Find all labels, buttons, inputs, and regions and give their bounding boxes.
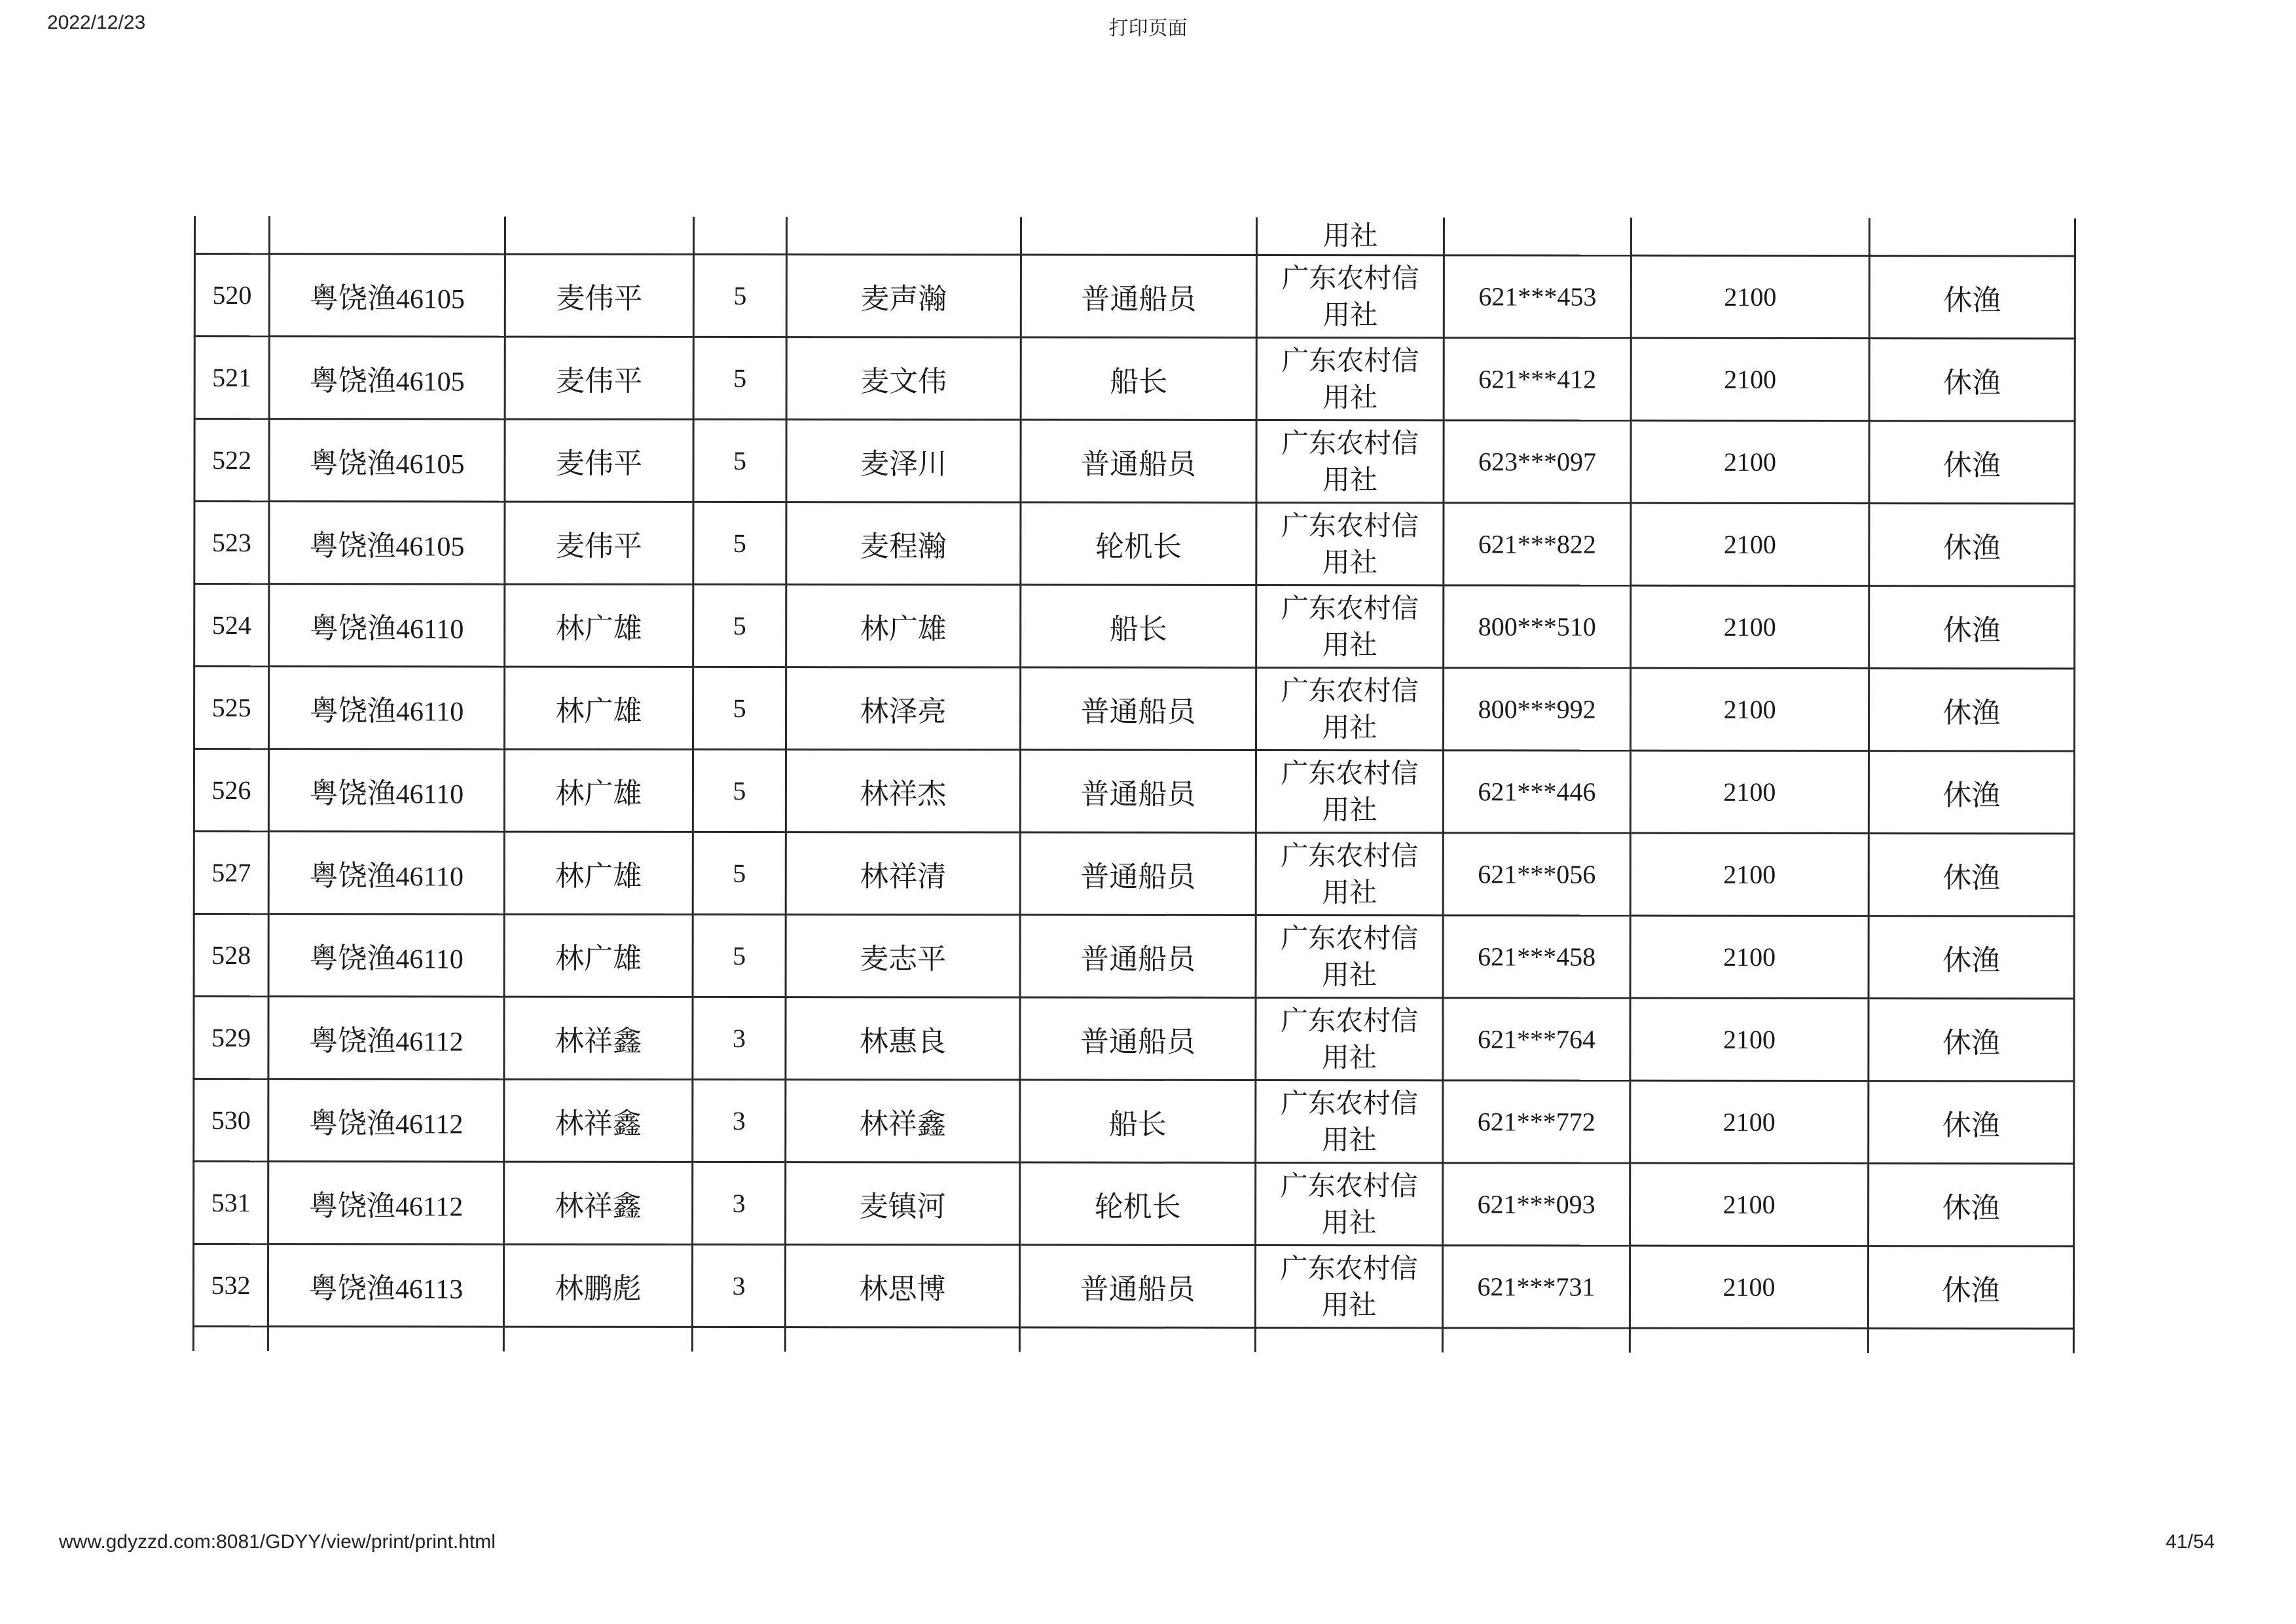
table-row bbox=[194, 337, 2075, 422]
cell-empty bbox=[1019, 1327, 1255, 1352]
cell-crew-role: 普通船员 bbox=[1021, 667, 1256, 750]
bank-line-2: 用社 bbox=[1322, 380, 1378, 413]
cell-account: 621***412 bbox=[1444, 338, 1631, 420]
cell-owner-name: 麦伟平 bbox=[505, 254, 693, 337]
cell-subsidy-type: 休渔 bbox=[1869, 669, 2075, 751]
table-row bbox=[194, 502, 2075, 587]
boat-prefix: 粤饶渔 bbox=[309, 776, 396, 810]
cell-boat-number bbox=[269, 502, 505, 584]
cell-owner-name: 麦伟平 bbox=[505, 337, 693, 419]
cell-subsidy-type: 休渔 bbox=[1869, 504, 2075, 586]
cell-crew-role: 船长 bbox=[1021, 337, 1256, 420]
cell-subsidy-type: 休渔 bbox=[1869, 256, 2075, 339]
boat-prefix: 粤饶渔 bbox=[309, 1024, 396, 1058]
cell-subsidy-type: 休渔 bbox=[1868, 1164, 2074, 1246]
boat-prefix: 粤饶渔 bbox=[308, 1189, 395, 1223]
bank-line-1: 广东农村信 bbox=[1281, 921, 1419, 954]
cell-serial-no: 532 bbox=[193, 1244, 268, 1327]
cell-amount: 2100 bbox=[1631, 255, 1869, 338]
cell-bank-name bbox=[1256, 832, 1443, 915]
bank-line-2: 用社 bbox=[1321, 1288, 1377, 1321]
table-row-continued bbox=[194, 216, 2075, 256]
cell-subsidy-type: 休渔 bbox=[1868, 751, 2074, 834]
cell-crew-name: 林祥杰 bbox=[786, 750, 1020, 832]
cell-account: 621***446 bbox=[1443, 750, 1630, 833]
table-row bbox=[194, 584, 2075, 669]
cell-account: 800***992 bbox=[1444, 668, 1631, 750]
table-row bbox=[194, 419, 2075, 504]
table-row bbox=[194, 914, 2074, 999]
cell-subsidy-type: 休渔 bbox=[1869, 339, 2075, 421]
page-title: 打印页面 bbox=[1108, 18, 1188, 39]
cell-owner-name: 麦伟平 bbox=[505, 419, 693, 502]
cell-serial-no: 530 bbox=[194, 1079, 268, 1162]
bank-line-1: 广东农村信 bbox=[1280, 1251, 1418, 1284]
cell-crew-count: 5 bbox=[693, 502, 786, 584]
boat-digits: 46110 bbox=[395, 779, 464, 810]
cell-serial-no: 528 bbox=[194, 914, 268, 997]
cell-subsidy-type: 休渔 bbox=[1868, 916, 2074, 999]
cell-crew-count: 3 bbox=[693, 997, 786, 1079]
cell-empty bbox=[1255, 1327, 1442, 1352]
boat-digits: 46105 bbox=[395, 366, 465, 397]
cell-serial-no: 529 bbox=[194, 997, 268, 1079]
cell-empty bbox=[193, 1327, 268, 1352]
bank-line-2: 用社 bbox=[1321, 1206, 1377, 1238]
boat-digits: 46112 bbox=[395, 1191, 464, 1223]
cell-boat-number bbox=[269, 584, 505, 667]
cell-owner-name: 林广雄 bbox=[505, 584, 693, 667]
cell-crew-name: 麦镇河 bbox=[786, 1162, 1020, 1245]
bank-line-2: 用社 bbox=[1321, 1123, 1377, 1156]
cell-account: 621***772 bbox=[1443, 1080, 1630, 1163]
cell-crew-role: 普通船员 bbox=[1020, 915, 1256, 997]
cell-crew-role: 轮机长 bbox=[1020, 1162, 1256, 1245]
cell-owner-name: 林广雄 bbox=[504, 832, 693, 914]
boat-digits: 46105 bbox=[395, 449, 465, 480]
table-row bbox=[194, 1079, 2074, 1164]
cell-bank-name bbox=[1256, 585, 1444, 667]
cell-crew-count: 5 bbox=[693, 254, 786, 337]
cell-serial-no: 527 bbox=[194, 832, 268, 914]
cell-crew-role: 普通船员 bbox=[1020, 750, 1256, 832]
cell-crew-count: 3 bbox=[693, 1079, 786, 1162]
page-url: www.gdyzzd.com:8081/GDYY/view/print/print.html bbox=[59, 1531, 496, 1553]
cell-account: 621***458 bbox=[1443, 915, 1630, 998]
bank-line-2: 用社 bbox=[1321, 1041, 1377, 1073]
cell-crew-role: 船长 bbox=[1021, 585, 1256, 667]
cell-empty bbox=[503, 1327, 692, 1352]
boat-digits: 46112 bbox=[395, 1026, 464, 1058]
cell-serial-no: 524 bbox=[194, 584, 269, 667]
cell-boat-number bbox=[268, 749, 504, 832]
cell-bank-name bbox=[1256, 337, 1444, 420]
cell-account: 621***764 bbox=[1443, 998, 1630, 1080]
cell-serial-no: 523 bbox=[194, 502, 269, 584]
bank-line-1: 广东农村信 bbox=[1281, 674, 1419, 707]
boat-digits: 46105 bbox=[395, 531, 465, 563]
cell-amount: 2100 bbox=[1630, 833, 1868, 915]
cell-empty bbox=[785, 1327, 1019, 1352]
cell-crew-name: 麦程瀚 bbox=[786, 502, 1021, 585]
cell-empty bbox=[692, 1327, 785, 1352]
cell-subsidy-type: 休渔 bbox=[1868, 834, 2074, 916]
boat-prefix: 粤饶渔 bbox=[309, 446, 396, 480]
cell-bank-name bbox=[1256, 1080, 1443, 1162]
cell-owner-name: 麦伟平 bbox=[505, 502, 693, 584]
cell-crew-name: 林祥清 bbox=[786, 832, 1020, 915]
boat-digits: 46110 bbox=[395, 614, 464, 645]
cell-account: 621***093 bbox=[1443, 1163, 1630, 1246]
cell-crew-name: 林思博 bbox=[785, 1245, 1019, 1327]
cell-empty bbox=[1021, 217, 1256, 255]
table-row bbox=[194, 254, 2075, 339]
cell-boat-number bbox=[268, 997, 504, 1079]
cell-account: 621***056 bbox=[1443, 833, 1630, 915]
cell-account: 621***731 bbox=[1442, 1246, 1630, 1328]
cell-amount: 2100 bbox=[1631, 338, 1869, 420]
cell-amount: 2100 bbox=[1631, 503, 1869, 585]
cell-empty bbox=[505, 217, 693, 255]
cell-crew-name: 麦泽川 bbox=[786, 420, 1021, 502]
cell-amount: 2100 bbox=[1630, 915, 1868, 998]
boat-prefix: 粤饶渔 bbox=[309, 693, 396, 728]
bank-line-2: 用社 bbox=[1322, 298, 1378, 331]
table-body bbox=[193, 216, 2075, 1354]
boat-prefix: 粤饶渔 bbox=[309, 941, 396, 975]
cell-crew-name: 麦声瀚 bbox=[786, 255, 1021, 337]
cell-crew-name: 麦志平 bbox=[786, 915, 1020, 997]
cell-boat-number bbox=[268, 832, 504, 914]
cell-empty bbox=[194, 216, 269, 254]
cell-amount: 2100 bbox=[1630, 750, 1868, 833]
cell-empty bbox=[693, 217, 786, 255]
cell-empty bbox=[1868, 1329, 2073, 1354]
cell-account: 623***097 bbox=[1444, 420, 1631, 503]
cell-empty bbox=[1631, 218, 1869, 256]
cell-boat-number bbox=[269, 667, 505, 749]
cell-serial-no: 525 bbox=[194, 667, 269, 749]
cell-boat-number bbox=[268, 1079, 504, 1162]
cell-boat-number bbox=[269, 419, 505, 502]
cell-subsidy-type: 休渔 bbox=[1869, 586, 2075, 669]
cell-account: 621***453 bbox=[1444, 255, 1631, 338]
cell-bank-continued: 用社 bbox=[1256, 217, 1444, 255]
cell-account: 621***822 bbox=[1444, 503, 1631, 585]
subsidy-table bbox=[192, 216, 2076, 1354]
bank-line-1: 广东农村信 bbox=[1281, 591, 1419, 624]
cell-crew-role: 普通船员 bbox=[1020, 832, 1256, 915]
bank-line-2: 用社 bbox=[1322, 876, 1377, 908]
cell-empty bbox=[268, 1327, 503, 1352]
cell-crew-count: 5 bbox=[693, 337, 786, 419]
cell-bank-name bbox=[1256, 997, 1443, 1080]
print-date: 2022/12/23 bbox=[47, 12, 146, 33]
bank-line-2: 用社 bbox=[1322, 628, 1377, 661]
cell-serial-no: 531 bbox=[194, 1162, 268, 1244]
bank-line-1: 广东农村信 bbox=[1281, 509, 1419, 542]
cell-bank-name bbox=[1256, 915, 1443, 997]
cell-amount: 2100 bbox=[1631, 668, 1869, 750]
cell-bank-name bbox=[1256, 255, 1444, 337]
cell-owner-name: 林祥鑫 bbox=[504, 997, 693, 1079]
cell-bank-name bbox=[1255, 1245, 1442, 1327]
cell-subsidy-type: 休渔 bbox=[1868, 999, 2074, 1081]
cell-crew-count: 3 bbox=[693, 1162, 786, 1244]
cell-subsidy-type: 休渔 bbox=[1868, 1081, 2074, 1164]
cell-crew-count: 5 bbox=[693, 749, 786, 832]
bank-line-1: 广东农村信 bbox=[1280, 1004, 1419, 1037]
boat-prefix: 粤饶渔 bbox=[309, 528, 396, 563]
boat-prefix: 粤饶渔 bbox=[309, 858, 396, 893]
boat-prefix: 粤饶渔 bbox=[309, 363, 396, 397]
cell-boat-number bbox=[268, 914, 504, 997]
bank-line-2: 用社 bbox=[1322, 545, 1377, 578]
cell-crew-role: 普通船员 bbox=[1021, 255, 1256, 337]
cell-bank-name bbox=[1256, 1162, 1443, 1245]
page-number: 41/54 bbox=[2166, 1531, 2215, 1553]
boat-digits: 46105 bbox=[395, 284, 465, 315]
cell-crew-count: 5 bbox=[693, 667, 786, 749]
cell-crew-name: 林祥鑫 bbox=[786, 1080, 1020, 1162]
boat-prefix: 粤饶渔 bbox=[309, 1106, 396, 1140]
cell-empty bbox=[1630, 1328, 1868, 1353]
cell-crew-role: 普通船员 bbox=[1019, 1245, 1255, 1327]
cell-boat-number bbox=[269, 254, 505, 337]
cell-crew-role: 轮机长 bbox=[1021, 502, 1256, 585]
cell-crew-name: 林惠良 bbox=[786, 997, 1020, 1080]
cell-amount: 2100 bbox=[1630, 1080, 1868, 1163]
cell-owner-name: 林祥鑫 bbox=[504, 1079, 693, 1162]
bank-line-1: 广东农村信 bbox=[1281, 839, 1419, 872]
cell-crew-count: 5 bbox=[693, 914, 786, 997]
cell-crew-count: 5 bbox=[693, 832, 786, 914]
cell-crew-name: 林泽亮 bbox=[786, 667, 1021, 750]
table-row bbox=[193, 1244, 2073, 1329]
bank-line-1: 广东农村信 bbox=[1281, 756, 1419, 789]
cell-crew-count: 5 bbox=[693, 419, 786, 502]
boat-prefix: 粤饶渔 bbox=[308, 1271, 395, 1305]
cell-empty bbox=[1442, 1328, 1630, 1353]
boat-digits: 46113 bbox=[395, 1274, 464, 1305]
boat-digits: 46110 bbox=[395, 696, 464, 728]
table-row bbox=[194, 1162, 2074, 1247]
boat-prefix: 粤饶渔 bbox=[309, 281, 396, 315]
cell-amount: 2100 bbox=[1630, 998, 1868, 1080]
cell-crew-name: 麦文伟 bbox=[786, 337, 1021, 420]
cell-bank-name bbox=[1256, 667, 1444, 750]
cell-crew-count: 3 bbox=[692, 1244, 785, 1327]
bank-line-1: 广东农村信 bbox=[1281, 261, 1419, 294]
cell-subsidy-type: 休渔 bbox=[1868, 1246, 2073, 1329]
cell-crew-name: 林广雄 bbox=[786, 585, 1021, 667]
cell-owner-name: 林祥鑫 bbox=[504, 1162, 693, 1244]
cell-crew-role: 普通船员 bbox=[1021, 420, 1256, 502]
cell-empty bbox=[1444, 217, 1631, 255]
cell-crew-role: 普通船员 bbox=[1020, 997, 1256, 1080]
bank-line-2: 用社 bbox=[1322, 958, 1377, 991]
cell-serial-no: 520 bbox=[194, 254, 269, 337]
cell-serial-no: 521 bbox=[194, 337, 269, 419]
cell-amount: 2100 bbox=[1630, 1163, 1868, 1246]
cell-account: 800***510 bbox=[1444, 585, 1631, 668]
table-row bbox=[194, 832, 2074, 917]
cell-empty bbox=[269, 216, 505, 254]
bank-line-2: 用社 bbox=[1322, 710, 1377, 743]
bank-line-2: 用社 bbox=[1322, 793, 1377, 826]
cell-boat-number bbox=[268, 1244, 503, 1327]
boat-digits: 46112 bbox=[395, 1109, 464, 1140]
cell-owner-name: 林广雄 bbox=[504, 749, 693, 832]
cell-serial-no: 526 bbox=[194, 749, 268, 832]
cell-boat-number bbox=[269, 337, 505, 419]
cell-serial-no: 522 bbox=[194, 419, 269, 502]
bank-line-1: 广东农村信 bbox=[1280, 1169, 1418, 1202]
table-row bbox=[194, 749, 2074, 834]
cell-amount: 2100 bbox=[1631, 420, 1869, 503]
table-row bbox=[194, 997, 2074, 1082]
bank-line-1: 广东农村信 bbox=[1281, 426, 1419, 459]
table-row-continued bbox=[193, 1327, 2073, 1354]
cell-crew-role: 船长 bbox=[1020, 1080, 1256, 1162]
cell-owner-name: 林广雄 bbox=[505, 667, 693, 749]
cell-bank-name bbox=[1256, 502, 1444, 585]
bank-line-1: 广东农村信 bbox=[1280, 1086, 1418, 1119]
cell-empty bbox=[1869, 218, 2075, 256]
cell-empty bbox=[786, 217, 1021, 255]
cell-bank-name bbox=[1256, 750, 1443, 832]
cell-amount: 2100 bbox=[1630, 1246, 1868, 1328]
boat-digits: 46110 bbox=[395, 861, 464, 893]
boat-prefix: 粤饶渔 bbox=[309, 611, 397, 645]
boat-digits: 46110 bbox=[395, 944, 464, 975]
cell-bank-name bbox=[1256, 420, 1444, 502]
document-sheet bbox=[192, 216, 2074, 1358]
bank-line-1: 广东农村信 bbox=[1281, 344, 1419, 377]
cell-subsidy-type: 休渔 bbox=[1869, 421, 2075, 504]
cell-owner-name: 林鹏彪 bbox=[503, 1244, 692, 1327]
cell-boat-number bbox=[268, 1162, 504, 1244]
bank-line-2: 用社 bbox=[1322, 463, 1378, 496]
cell-owner-name: 林广雄 bbox=[504, 914, 693, 997]
cell-amount: 2100 bbox=[1631, 585, 1869, 668]
table-row bbox=[194, 667, 2075, 752]
cell-crew-count: 5 bbox=[693, 584, 786, 667]
